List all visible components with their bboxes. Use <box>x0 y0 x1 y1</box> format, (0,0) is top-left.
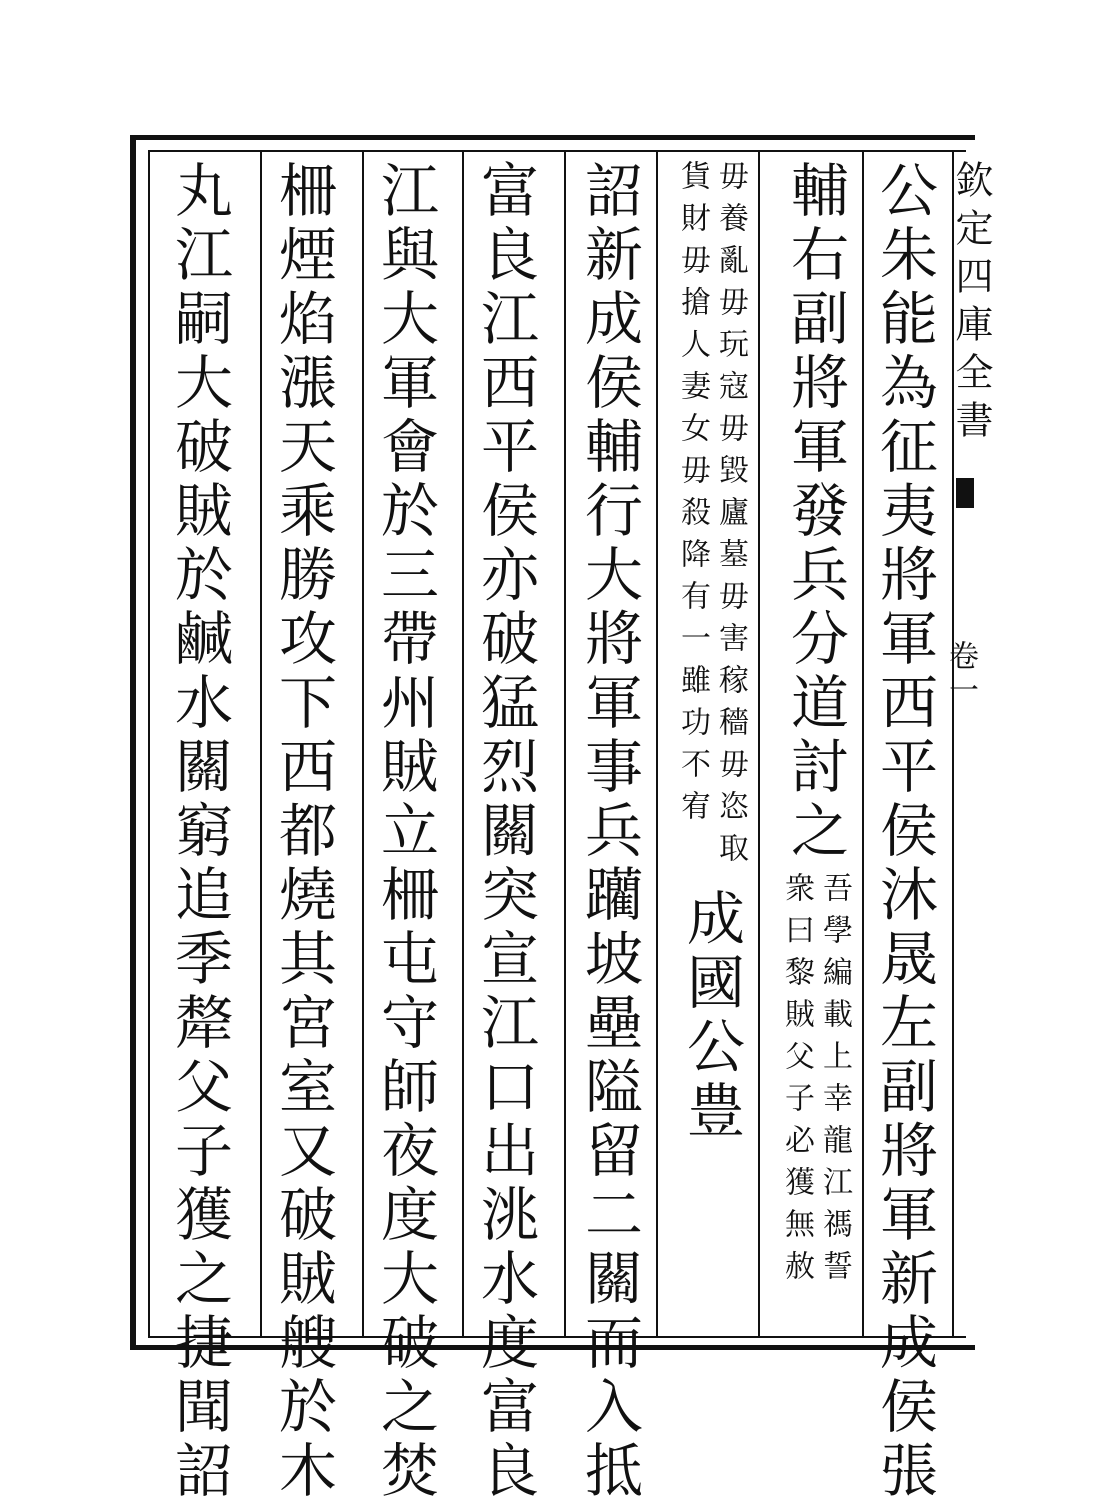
column-rule <box>656 152 658 1337</box>
column-rule <box>260 152 262 1337</box>
column-rule <box>362 152 364 1337</box>
text-column-3 <box>666 160 756 1144</box>
margin-volume: 卷一 <box>943 640 978 708</box>
column-rule <box>758 152 760 1337</box>
fishtail-mark <box>956 478 974 508</box>
text-column-6: 江與大軍會於三帶州賊立柵屯守師夜度大破之焚 <box>371 160 439 1504</box>
annotation-right: 毋養亂毋玩寇毋毀廬墓毋害稼穡毋恣取 <box>713 160 748 874</box>
column-rule <box>564 152 566 1337</box>
text-column-2 <box>770 160 860 1292</box>
column-2-main-text: 輔右副將軍發兵分道討之 <box>781 160 849 864</box>
column-3-main-text: 成國公豊 <box>677 888 745 1144</box>
text-column-1: 公朱能為征夷將軍西平侯沐晟左副將軍新成侯張 <box>870 160 938 1504</box>
annotation-left: 貨財毋搶人妻女毋殺降有一雖功不宥 <box>675 160 710 832</box>
annotation-left: 衆曰黎賊父子必獲無赦 <box>779 872 814 1292</box>
text-column-7: 柵煙焰漲天乘勝攻下西都燒其宮室又破賊艘於木 <box>269 160 337 1504</box>
column-rule <box>462 152 464 1337</box>
margin-title: 欽定四庫全書 <box>949 160 993 448</box>
column-2-annotation <box>779 872 852 1292</box>
text-column-8: 丸江嗣大破賊於鹹水關窮追季犛父子獲之捷聞詔 <box>165 160 233 1504</box>
text-column-5: 富良江西平侯亦破猛烈關突宣江口出洮水度富良 <box>471 160 539 1504</box>
column-rule <box>862 152 864 1337</box>
annotation-right: 吾學編載上幸龍江禡誓 <box>817 872 852 1292</box>
text-column-4: 詔新成侯輔行大將軍事兵躪坡壘隘留二關而入抵 <box>575 160 643 1504</box>
column-3-annotation <box>675 160 748 874</box>
